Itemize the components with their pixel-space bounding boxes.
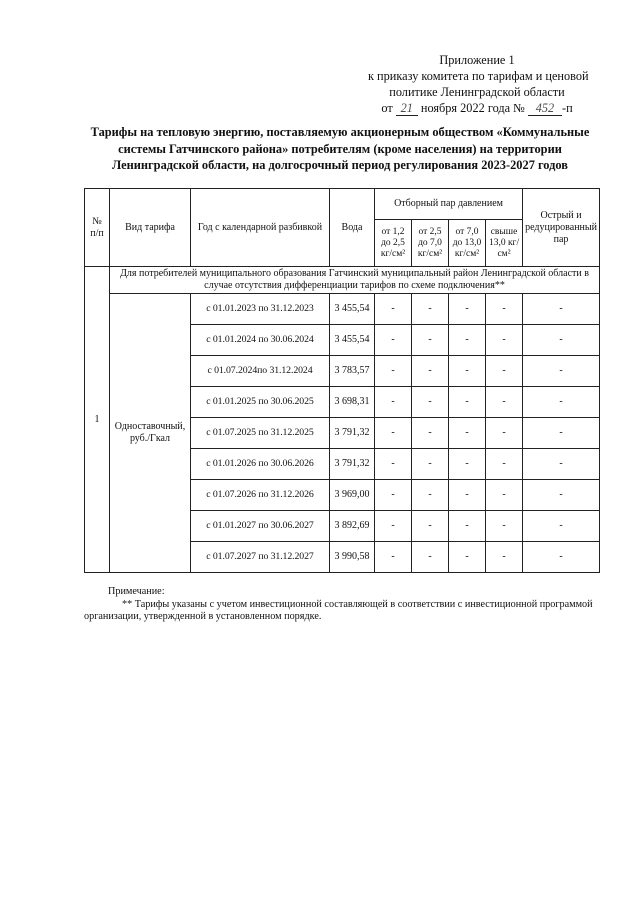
note-label: Примечание: [108, 586, 165, 597]
pressure-3-cell: - [449, 511, 486, 542]
title-line-1: Тарифы на тепловую энергию, поставляемую акционерным обществом «Коммунальные [90, 125, 590, 139]
header-sharp-steam: Острый и редуцированный пар [523, 189, 600, 267]
pressure-1-cell: - [375, 542, 412, 573]
period-cell: с 01.07.2027 по 31.12.2027 [191, 542, 330, 573]
water-price-cell: 3 969,00 [330, 480, 375, 511]
period-cell: с 01.01.2025 по 30.06.2025 [191, 387, 330, 418]
pressure-2-cell: - [412, 449, 449, 480]
header-pressure-4: свыше 13,0 кг/см² [486, 220, 523, 267]
header-year: Год с календарной разбивкой [191, 189, 330, 267]
order-suffix: -п [561, 101, 573, 115]
pressure-2-cell: - [412, 356, 449, 387]
sharp-steam-cell: - [523, 511, 600, 542]
pressure-2-cell: - [412, 418, 449, 449]
appendix-date-line [368, 100, 586, 116]
pressure-2-cell: - [412, 480, 449, 511]
table-row [85, 294, 600, 325]
group-row [85, 267, 600, 294]
pressure-4-cell: - [486, 294, 523, 325]
appendix-title: Приложение 1 [439, 53, 515, 67]
pressure-3-cell: - [449, 542, 486, 573]
pressure-3-cell: - [449, 480, 486, 511]
group-description: Для потребителей муниципального образования Гатчинский муниципальный район Ленинградской области в случае отсутствия дифференциации тарифов по схеме подключения** [110, 267, 600, 294]
date-prefix: от [381, 101, 393, 115]
pressure-2-cell: - [412, 542, 449, 573]
water-price-cell: 3 791,32 [330, 418, 375, 449]
pressure-1-cell: - [375, 294, 412, 325]
period-cell: с 01.07.2024по 31.12.2024 [191, 356, 330, 387]
pressure-1-cell: - [375, 480, 412, 511]
sharp-steam-cell: - [523, 542, 600, 573]
pressure-2-cell: - [412, 294, 449, 325]
pressure-4-cell: - [486, 480, 523, 511]
tariff-table [84, 188, 600, 573]
handwritten-day: 21 [396, 102, 418, 116]
header-num: № п/п [85, 189, 110, 267]
pressure-3-cell: - [449, 387, 486, 418]
date-middle: ноября 2022 года № [420, 101, 525, 115]
document-title [60, 124, 620, 174]
pressure-1-cell: - [375, 449, 412, 480]
pressure-3-cell: - [449, 356, 486, 387]
table-body [85, 267, 600, 573]
pressure-4-cell: - [486, 356, 523, 387]
pressure-3-cell: - [449, 294, 486, 325]
pressure-2-cell: - [412, 325, 449, 356]
pressure-4-cell: - [486, 449, 523, 480]
period-cell: с 01.07.2025 по 31.12.2025 [191, 418, 330, 449]
water-price-cell: 3 455,54 [330, 325, 375, 356]
pressure-1-cell: - [375, 511, 412, 542]
sharp-steam-cell: - [523, 325, 600, 356]
pressure-3-cell: - [449, 418, 486, 449]
tariff-type: Одноставочный, руб./Гкал [110, 294, 191, 573]
sharp-steam-cell: - [523, 387, 600, 418]
header-type: Вид тарифа [110, 189, 191, 267]
pressure-1-cell: - [375, 387, 412, 418]
water-price-cell: 3 783,57 [330, 356, 375, 387]
period-cell: с 01.07.2026 по 31.12.2026 [191, 480, 330, 511]
group-number: 1 [85, 267, 110, 573]
note-line-2: организации, утвержденной в установленном порядке. [84, 611, 322, 622]
sharp-steam-cell: - [523, 418, 600, 449]
pressure-3-cell: - [449, 325, 486, 356]
pressure-1-cell: - [375, 325, 412, 356]
header-steam-group: Отборный пар давлением [375, 189, 523, 220]
sharp-steam-cell: - [523, 356, 600, 387]
water-price-cell: 3 791,32 [330, 449, 375, 480]
pressure-2-cell: - [412, 387, 449, 418]
header-water: Вода [330, 189, 375, 267]
appendix-committee: политике Ленинградской области [389, 85, 565, 99]
footnote [84, 586, 619, 624]
header-pressure-2: от 2,5 до 7,0 кг/см² [412, 220, 449, 267]
pressure-4-cell: - [486, 325, 523, 356]
appendix-order-ref: к приказу комитета по тарифам и ценовой [368, 69, 589, 83]
water-price-cell: 3 698,31 [330, 387, 375, 418]
pressure-4-cell: - [486, 418, 523, 449]
header-row-top [85, 189, 600, 220]
pressure-2-cell: - [412, 511, 449, 542]
appendix-header [368, 52, 589, 116]
header-pressure-1: от 1,2 до 2,5 кг/см² [375, 220, 412, 267]
title-line-3: Ленинградской области, на долгосрочный период регулирования 2023-2027 годов [111, 158, 568, 172]
title-line-2: системы Гатчинского района» потребителям (кроме населения) на территории [118, 141, 562, 156]
period-cell: с 01.01.2024 по 30.06.2024 [191, 325, 330, 356]
pressure-4-cell: - [486, 387, 523, 418]
period-cell: с 01.01.2026 по 30.06.2026 [191, 449, 330, 480]
pressure-3-cell: - [449, 449, 486, 480]
header-pressure-3: от 7,0 до 13,0 кг/см² [449, 220, 486, 267]
note-line-1: ** Тарифы указаны с учетом инвестиционной составляющей в соответствии с инвестиционной программой [122, 598, 593, 610]
handwritten-order-number: 452 [528, 102, 562, 116]
pressure-4-cell: - [486, 511, 523, 542]
pressure-1-cell: - [375, 418, 412, 449]
sharp-steam-cell: - [523, 480, 600, 511]
period-cell: с 01.01.2027 по 30.06.2027 [191, 511, 330, 542]
period-cell: с 01.01.2023 по 31.12.2023 [191, 294, 330, 325]
water-price-cell: 3 455,54 [330, 294, 375, 325]
sharp-steam-cell: - [523, 449, 600, 480]
sharp-steam-cell: - [523, 294, 600, 325]
water-price-cell: 3 892,69 [330, 511, 375, 542]
water-price-cell: 3 990,58 [330, 542, 375, 573]
pressure-1-cell: - [375, 356, 412, 387]
pressure-4-cell: - [486, 542, 523, 573]
